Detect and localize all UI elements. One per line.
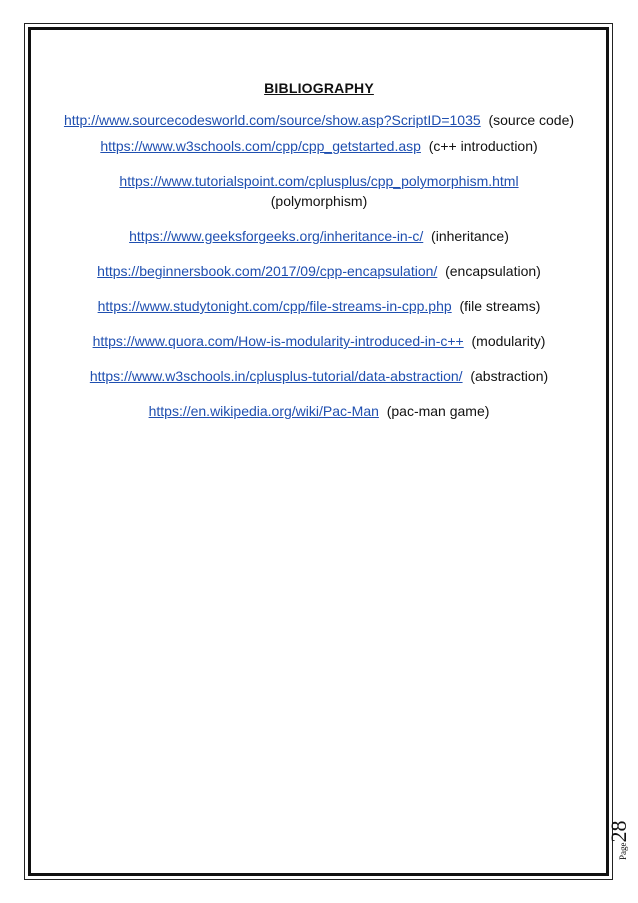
reference-note: (encapsulation): [445, 263, 541, 279]
reference-note: (file streams): [459, 298, 541, 314]
bibliography-entry: [44, 366, 594, 386]
page-number-label: Page: [618, 842, 628, 860]
bibliography-entry: [44, 401, 594, 421]
reference-note: (abstraction): [470, 368, 549, 384]
reference-link-polymorphism[interactable]: https://www.tutorialspoint.com/cplusplus/cpp_polymorphism.html: [119, 173, 519, 189]
bibliography-entry: [44, 331, 594, 351]
bibliography-entry: [44, 110, 594, 130]
page-number-value: 28: [606, 820, 631, 843]
reference-link-modularity[interactable]: https://www.quora.com/How-is-modularity-introduced-in-c++: [92, 333, 464, 349]
reference-note: (inheritance): [431, 228, 509, 244]
bibliography-entry: [44, 296, 594, 316]
bibliography-entry: [44, 136, 594, 156]
reference-link-file-streams[interactable]: https://www.studytonight.com/cpp/file-streams-in-cpp.php: [97, 298, 452, 314]
reference-link-inheritance[interactable]: https://www.geeksforgeeks.org/inheritance-in-c/: [129, 228, 424, 244]
bibliography-section: [44, 72, 594, 436]
reference-note: (polymorphism): [270, 193, 368, 209]
reference-link-cpp-introduction[interactable]: https://www.w3schools.com/cpp/cpp_getstarted.asp: [100, 138, 421, 154]
reference-link-source-code[interactable]: http://www.sourcecodesworld.com/source/show.asp?ScriptID=1035: [63, 112, 481, 128]
bibliography-entry: [44, 261, 594, 281]
bibliography-entry: [44, 226, 594, 246]
reference-note: (source code): [488, 112, 575, 128]
reference-link-pac-man[interactable]: https://en.wikipedia.org/wiki/Pac-Man: [148, 403, 379, 419]
bibliography-entry: [44, 171, 594, 211]
reference-note: (c++ introduction): [428, 138, 538, 154]
page-title: BIBLIOGRAPHY: [264, 80, 374, 96]
page-number: [606, 821, 632, 861]
reference-note: (pac-man game): [386, 403, 490, 419]
reference-link-abstraction[interactable]: https://www.w3schools.in/cplusplus-tutorial/data-abstraction/: [89, 368, 463, 384]
reference-note: (modularity): [471, 333, 546, 349]
reference-link-encapsulation[interactable]: https://beginnersbook.com/2017/09/cpp-encapsulation/: [97, 263, 438, 279]
